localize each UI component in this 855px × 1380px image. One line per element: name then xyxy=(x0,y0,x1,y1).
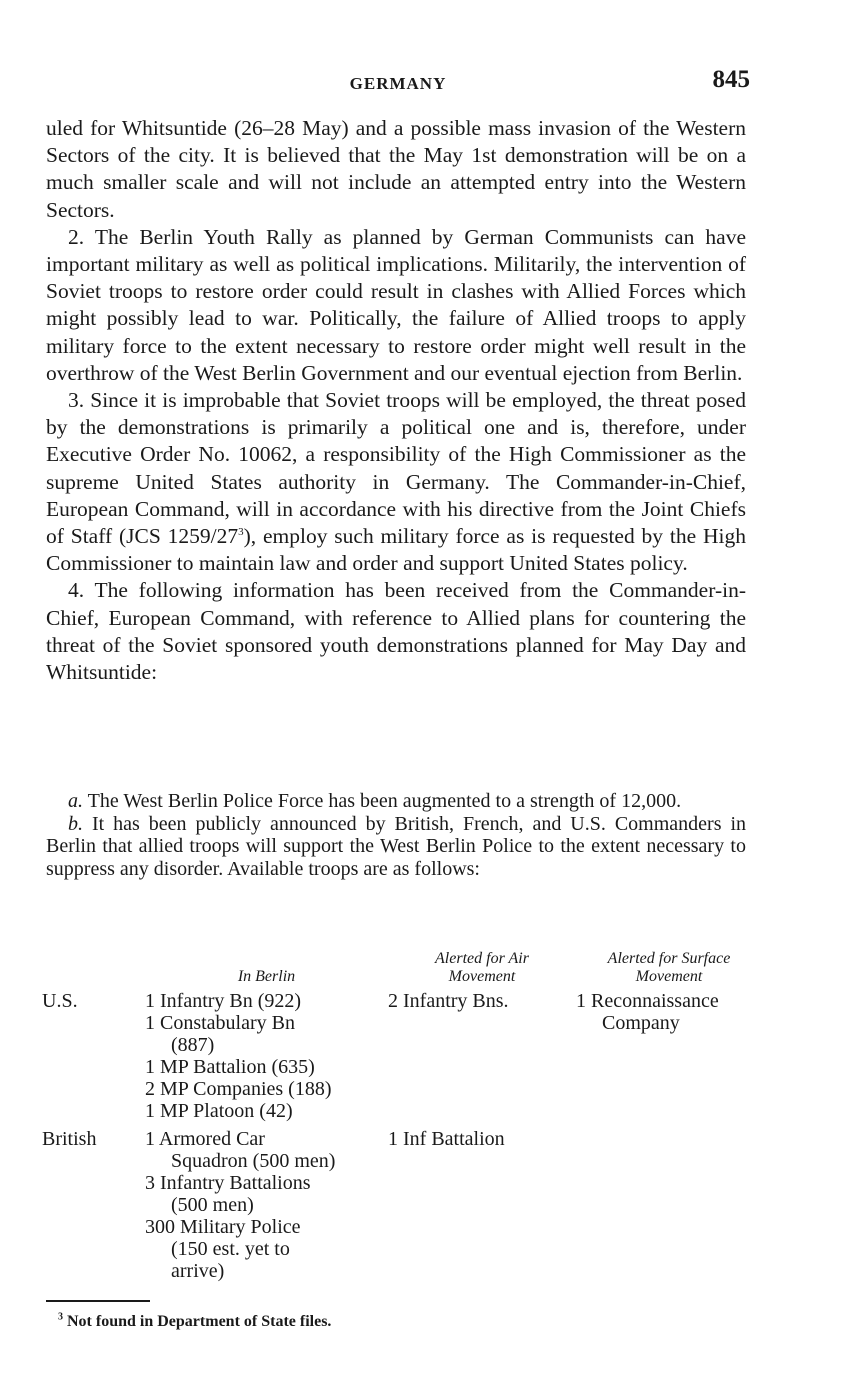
footnote-rule xyxy=(46,1300,150,1302)
british-surface xyxy=(576,1122,762,1282)
british-unit-3-cont-2: arrive) xyxy=(171,1260,225,1282)
us-unit-5: 1 MP Platoon (42) xyxy=(145,1100,293,1122)
british-unit-1-cont: Squadron (500 men) xyxy=(171,1150,336,1172)
british-unit-2: 3 Infantry Battalions xyxy=(145,1172,311,1194)
subparagraph-b-text: It has been publicly announced by British, French, and U.S. Commanders in Berlin that allied troops will support the West Berlin Police to the extent necessary to suppress any disorder. Available troops are as follows: xyxy=(46,812,747,880)
paragraph-3-part-1: 3. Since it is improbable that Soviet troops will be employed, the threat posed by the demonstrations is primarily a political one and is, therefore, under Executive Order No. 10062, a responsibility of the High Commissioner as the supreme United States authority in Germany. The Commander-in-Chief, European Command, will in accordance with his directive from the Joint Chiefs of Staff (JCS 1259/27 xyxy=(46,388,746,549)
header-surface-line-1: Alerted for Surface xyxy=(607,950,731,967)
british-unit-1: 1 Armored Car xyxy=(145,1128,265,1150)
troop-table-header-row xyxy=(42,950,762,990)
paragraph-3-part-2: ), employ such military force as is requested by the High Commissioner to maintain law and order and support United States policy. xyxy=(46,524,746,576)
running-head xyxy=(46,66,750,100)
subparagraphs xyxy=(46,790,746,880)
subparagraph-a-label: a. xyxy=(68,790,83,812)
british-air-unit: 1 Inf Battalion xyxy=(388,1128,505,1150)
footnote-marker: 3 xyxy=(58,1311,63,1323)
british-unit-3: 300 Military Police xyxy=(145,1216,301,1238)
footnote-reference: 3 xyxy=(238,525,244,538)
us-unit-2-cont: (887) xyxy=(171,1034,215,1056)
british-air xyxy=(388,1122,576,1282)
us-unit-1: 1 Infantry Bn (922) xyxy=(145,990,302,1012)
header-in-berlin-text: In Berlin xyxy=(237,968,296,985)
paragraph-continuation: uled for Whitsuntide (26–28 May) and a possible mass invasion of the Western Sectors of the city. It is believed that the May 1st demonstration will be on a much smaller scale and will not include an attempted entry into the Western Sectors. xyxy=(46,116,746,222)
british-unit-2-cont: (500 men) xyxy=(171,1194,254,1216)
us-surface-unit-cont: Company xyxy=(602,1012,680,1034)
table-row-british xyxy=(42,1122,762,1282)
page-number: 845 xyxy=(712,66,750,93)
paragraph-2: 2. The Berlin Youth Rally as planned by German Communists can have important military as well as political implications. Militarily, the intervention of Soviet troops to restore order could result in clashes with Allied Forces which might possibly lead to war. Politically, the failure of Allied troops to apply military force to the extent necessary to restore order might well result in the overthrow of the West Berlin Government and our eventual ejection from Berlin. xyxy=(46,224,746,385)
footnote-text: Not found in Department of State files. xyxy=(67,1313,332,1330)
us-surface-unit: 1 Reconnaissance xyxy=(576,990,719,1012)
us-unit-3: 1 MP Battalion (635) xyxy=(145,1056,315,1078)
header-in-berlin xyxy=(145,950,388,990)
header-country xyxy=(42,950,145,990)
us-surface xyxy=(576,990,762,1122)
footnote xyxy=(58,1313,331,1331)
header-surface xyxy=(576,950,762,990)
table-row-us xyxy=(42,990,762,1122)
body-text xyxy=(46,115,746,686)
british-unit-3-cont: (150 est. yet to xyxy=(171,1238,290,1260)
subparagraph-b xyxy=(46,813,746,881)
us-unit-2: 1 Constabulary Bn xyxy=(145,1012,295,1034)
country-us: U.S. xyxy=(42,990,78,1012)
british-in-berlin xyxy=(145,1122,388,1282)
us-in-berlin xyxy=(145,990,388,1122)
header-air-line-1: Alerted for Air xyxy=(435,950,529,967)
running-head-title: GERMANY xyxy=(349,74,447,93)
country-british: British xyxy=(42,1128,97,1150)
subparagraph-a xyxy=(46,790,746,813)
paragraph-4: 4. The following information has been received from the Commander-in-Chief, European Command, with reference to Allied plans for countering the threat of the Soviet sponsored youth demonstrations planned for May Day and Whitsuntide: xyxy=(46,578,746,685)
us-air xyxy=(388,990,576,1122)
subparagraph-b-label: b. xyxy=(68,812,83,835)
troop-table xyxy=(42,950,762,1282)
us-air-unit: 2 Infantry Bns. xyxy=(388,990,509,1012)
header-air xyxy=(388,950,576,990)
header-air-line-2: Movement xyxy=(448,968,516,985)
paragraph-3 xyxy=(46,387,746,577)
header-surface-line-2: Movement xyxy=(635,968,703,985)
us-unit-4: 2 MP Companies (188) xyxy=(145,1078,332,1100)
subparagraph-a-text: The West Berlin Police Force has been augmented to a strength of 12,000. xyxy=(87,790,682,812)
